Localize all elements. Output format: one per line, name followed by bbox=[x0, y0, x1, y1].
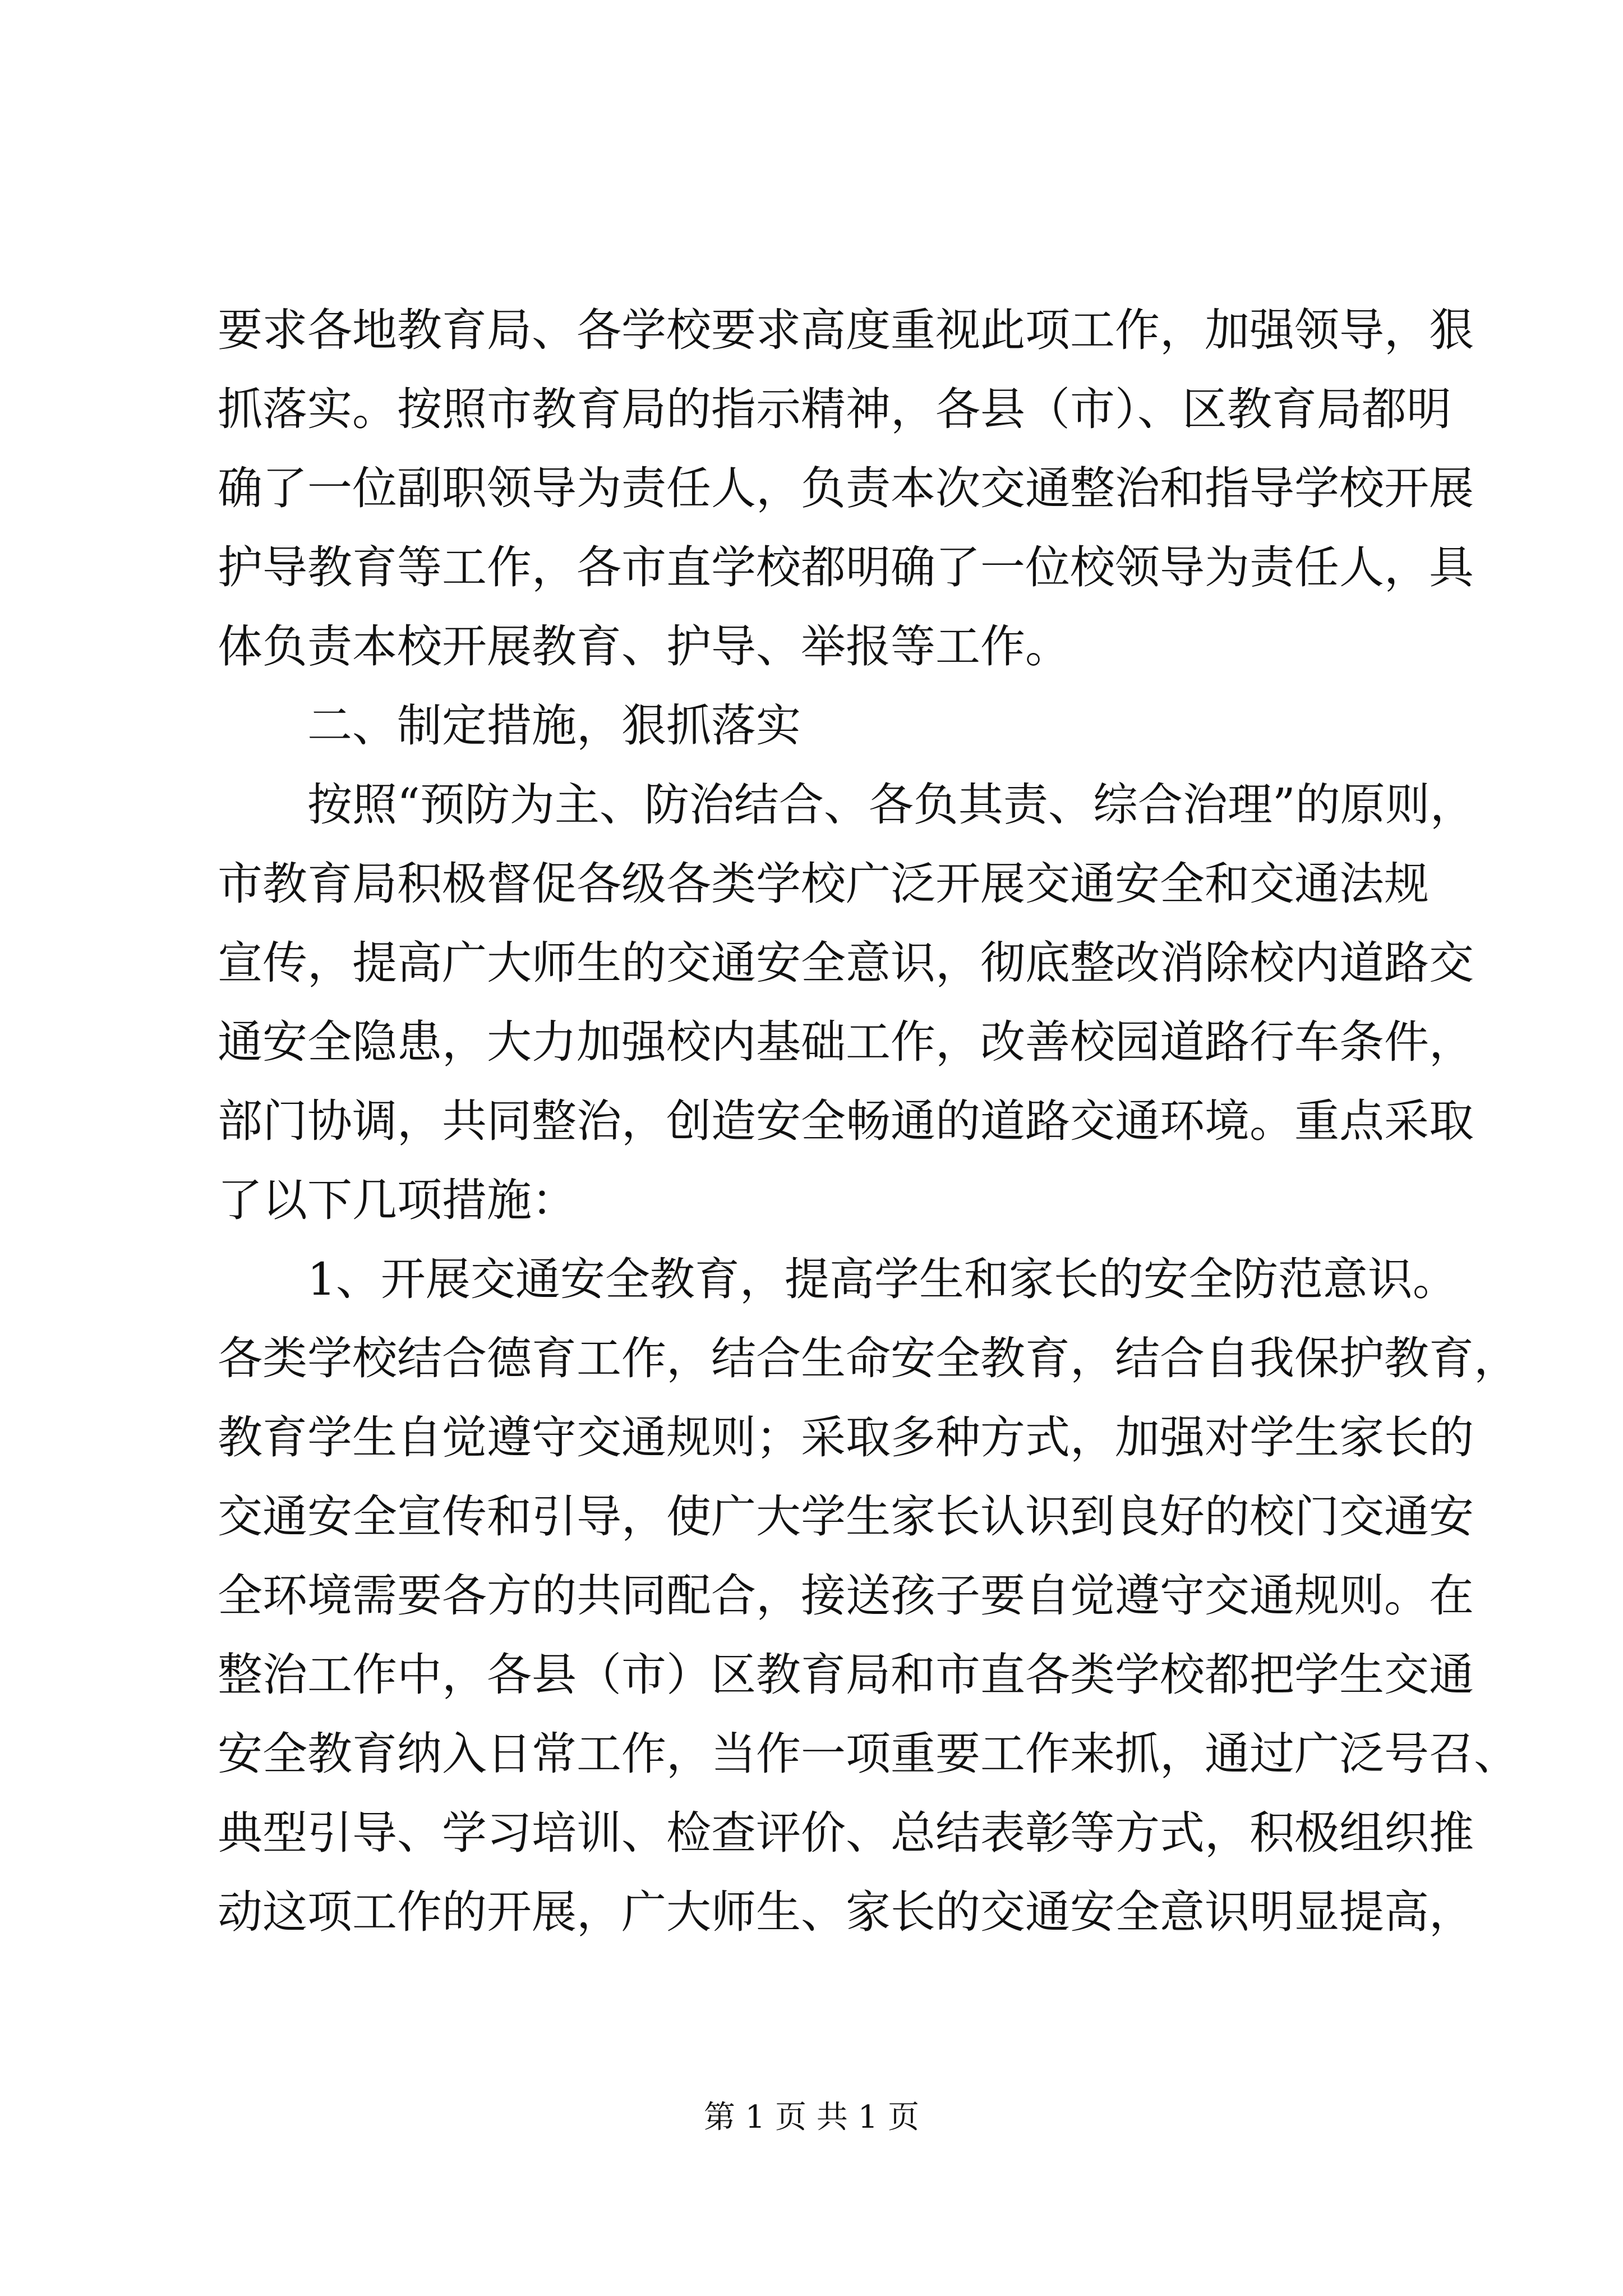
text-line-20: 典型引导、学习培训、检查评价、总结表彰等方式，积极组织推 bbox=[218, 1807, 1474, 1859]
text-line-11: 部门协调，共同整治，创造安全畅通的道路交通环境。重点采取 bbox=[218, 1095, 1474, 1147]
section-heading: 二、制定措施，狠抓落实 bbox=[307, 700, 801, 752]
text-line-3: 确了一位副职领导为责任人，负责本次交通整治和指导学校开展 bbox=[218, 462, 1474, 514]
text-line-16: 交通安全宣传和引导，使广大学生家长认识到良好的校门交通安 bbox=[218, 1490, 1474, 1543]
text-line-18: 整治工作中，各县（市）区教育局和市直各类学校都把学生交通 bbox=[218, 1649, 1474, 1701]
text-line-8: 市教育局积极督促各级各类学校广泛开展交通安全和交通法规 bbox=[218, 858, 1429, 910]
text-line-4: 护导教育等工作，各市直学校都明确了一位校领导为责任人，具 bbox=[218, 541, 1474, 593]
text-line-14: 各类学校结合德育工作，结合生命安全教育，结合自我保护教育， bbox=[218, 1332, 1519, 1384]
text-line-19: 安全教育纳入日常工作，当作一项重要工作来抓，通过广泛号召、 bbox=[218, 1728, 1519, 1780]
text-line-17: 全环境需要各方的共同配合，接送孩子要自觉遵守交通规则。在 bbox=[218, 1570, 1474, 1622]
page-footer: 第 1 页 共 1 页 bbox=[703, 2099, 920, 2136]
text-line-15: 教育学生自觉遵守交通规则；采取多种方式，加强对学生家长的 bbox=[218, 1411, 1474, 1464]
text-line-7: 按照“预防为主、防治结合、各负其责、综合治理”的原则， bbox=[307, 779, 1475, 831]
text-line-1: 要求各地教育局、各学校要求高度重视此项工作，加强领导，狠 bbox=[218, 304, 1474, 356]
text-line-10: 通安全隐患，大力加强校内基础工作，改善校园道路行车条件， bbox=[218, 1016, 1474, 1068]
text-line-13: 1、开展交通安全教育，提高学生和家长的安全防范意识。 bbox=[307, 1253, 1458, 1305]
text-line-2: 抓落实。按照市教育局的指示精神，各县（市）、区教育局都明 bbox=[218, 383, 1451, 435]
text-line-5: 体负责本校开展教育、护导、举报等工作。 bbox=[218, 620, 1070, 673]
document-body bbox=[218, 291, 1519, 1952]
text-line-9: 宣传，提高广大师生的交通安全意识，彻底整改消除校内道路交 bbox=[218, 937, 1474, 989]
text-line-21: 动这项工作的开展，广大师生、家长的交通安全意识明显提高， bbox=[218, 1886, 1474, 1938]
text-line-12: 了以下几项措施： bbox=[218, 1174, 577, 1226]
